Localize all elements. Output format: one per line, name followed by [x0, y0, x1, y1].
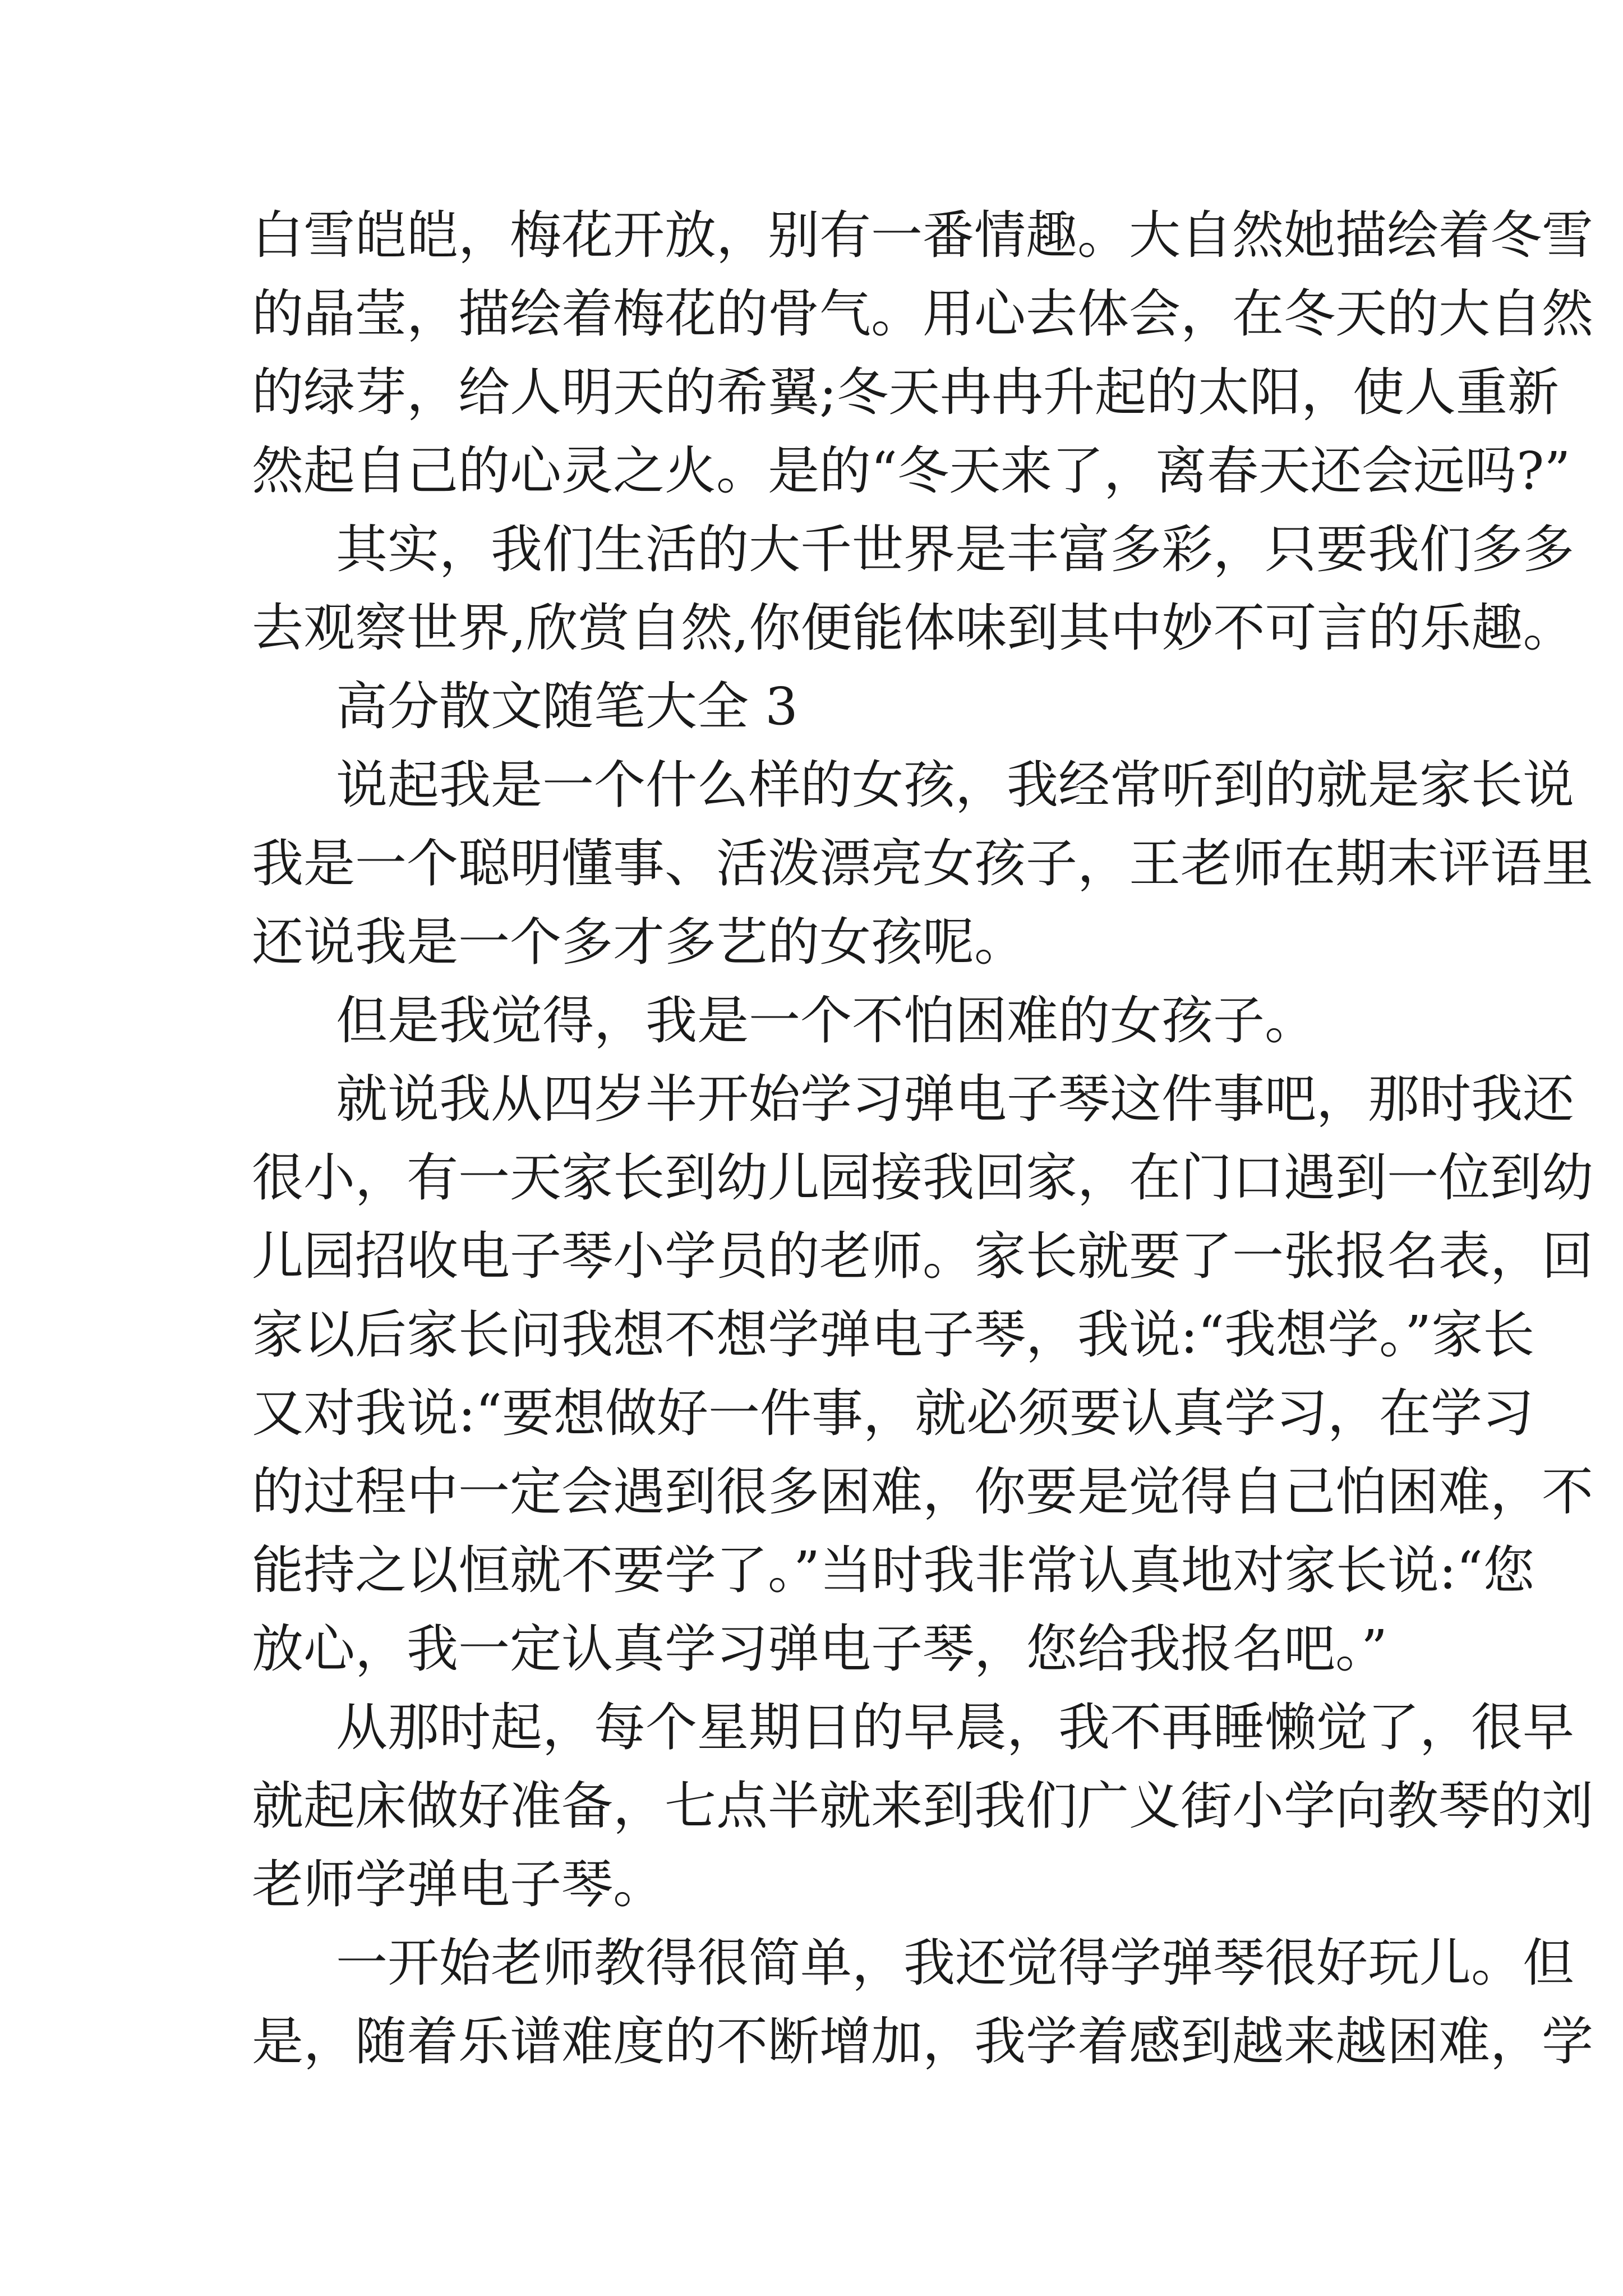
paragraph-3 [252, 746, 1594, 982]
text-line: 但是我觉得，我是一个不怕困难的女孩子。 [336, 991, 1317, 1051]
text-line: 家以后家长问我想不想学弹电子琴，我说:“我想学。”家长 [252, 1305, 1535, 1365]
text-line: 说起我是一个什么样的女孩，我经常听到的就是家长说 [336, 755, 1575, 815]
text-line: 就起床做好准备，七点半就来到我们广义街小学向教琴的刘 [252, 1776, 1594, 1836]
text-line: 我是一个聪明懂事、活泼漂亮女孩子，王老师在期末评语里 [252, 834, 1594, 894]
text-line: 白雪皑皑，梅花开放，别有一番情趣。大自然她描绘着冬雪 [252, 205, 1594, 265]
text-line: 很小，有一天家长到幼儿园接我回家，在门口遇到一位到幼 [252, 1148, 1594, 1208]
paragraph-2 [252, 510, 1575, 668]
text-line: 又对我说:“要想做好一件事，就必须要认真学习，在学习 [252, 1383, 1534, 1443]
text-line: 儿园招收电子琴小学员的老师。家长就要了一张报名表，回 [252, 1226, 1594, 1286]
text-line: 的绿芽，给人明天的希翼;冬天冉冉升起的太阳，使人重新 [252, 362, 1559, 422]
text-line: 一开始老师教得很简单，我还觉得学弹琴很好玩儿。但 [336, 1933, 1575, 1993]
text-line: 就说我从四岁半开始学习弹电子琴这件事吧，那时我还 [336, 1069, 1575, 1129]
text-line: 从那时起，每个星期日的早晨，我不再睡懒觉了，很早 [336, 1697, 1575, 1757]
text-line: 还说我是一个多才多艺的女孩呢。 [252, 912, 1026, 972]
text-line: 老师学弹电子琴。 [252, 1855, 665, 1915]
text-line: 的晶莹，描绘着梅花的骨气。用心去体会，在冬天的大自然 [252, 284, 1594, 344]
paragraph-6 [252, 1688, 1594, 1924]
section-heading [252, 668, 1379, 746]
paragraph-7 [252, 1924, 1594, 2081]
paragraph-4 [252, 982, 1379, 1060]
text-line: 去观察世界,欣赏自然,你便能体味到其中妙不可言的乐趣。 [252, 598, 1575, 658]
text-line: 的过程中一定会遇到很多困难，你要是觉得自己怕困难，不 [252, 1462, 1594, 1522]
text-line: 能持之以恒就不要学了。”当时我非常认真地对家长说:“您 [252, 1540, 1535, 1600]
text-line: 然起自己的心灵之火。是的“冬天来了，离春天还会远吗?” [252, 441, 1571, 501]
paragraph-5 [252, 1060, 1594, 1688]
paragraph-1 [252, 196, 1594, 510]
text-line: 其实，我们生活的大千世界是丰富多彩，只要我们多多 [336, 519, 1575, 579]
document-body [252, 196, 1594, 2081]
section-heading-text: 高分散文随笔大全 3 [336, 677, 798, 737]
text-line: 是，随着乐谱难度的不断增加，我学着感到越来越困难，学 [252, 2012, 1594, 2072]
text-line: 放心，我一定认真学习弹电子琴，您给我报名吧。” [252, 1619, 1388, 1679]
